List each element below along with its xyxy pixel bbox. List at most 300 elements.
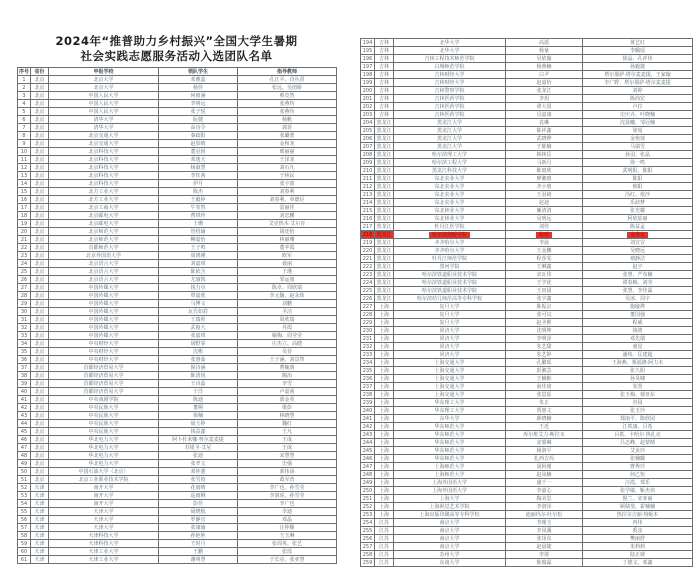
cell-advisor: 张光耀	[583, 207, 693, 215]
cell-advisor: 顾婧斐、霍楠楠	[583, 503, 693, 511]
cell-school: 黑龙江科技大学	[394, 167, 506, 175]
cell-province: 上海	[375, 311, 394, 319]
cell-number: 222	[361, 263, 375, 271]
cell-province: 天津	[31, 500, 49, 508]
cell-school: 北京科技大学	[49, 164, 159, 172]
cell-advisor: 董国强	[583, 311, 693, 319]
cell-number: 219	[361, 239, 375, 247]
cell-number: 213	[361, 191, 375, 199]
cell-number: 6	[18, 116, 31, 124]
cell-advisor: 沈晨曦、邹冠楠	[583, 119, 693, 127]
cell-leader-student: 谢明慧	[159, 556, 238, 564]
cell-advisor: 卢嘉茜	[238, 388, 337, 396]
cell-number: 5	[18, 108, 31, 116]
cell-number: 210	[361, 167, 375, 175]
cell-school: 华东师范大学	[394, 447, 506, 455]
cell-province: 黑龙江	[376, 175, 392, 182]
cell-leader-student: 杨润平	[506, 447, 583, 455]
cell-number: 228	[361, 311, 375, 319]
table-row	[361, 415, 693, 423]
cell-province: 北京	[31, 332, 49, 340]
cell-leader-student: 赵原晴	[159, 140, 238, 148]
cell-number: 225	[361, 287, 375, 295]
table-row	[18, 372, 337, 380]
table-row	[18, 188, 337, 196]
cell-number: 256	[361, 535, 375, 543]
cell-province: 黑龙江	[376, 207, 392, 214]
cell-advisor: 吴菲	[238, 348, 337, 356]
table-row	[18, 292, 337, 300]
cell-school: 清华大学	[49, 116, 159, 124]
cell-leader-student: 李晨	[506, 239, 583, 247]
cell-advisor: 张燕均	[238, 100, 337, 108]
cell-advisor: 阿依姑丽	[583, 215, 693, 223]
cell-number: 199	[361, 79, 375, 87]
cell-leader-student: 彭佳	[159, 500, 238, 508]
cell-leader-student: 覃嘉欣	[159, 292, 238, 300]
table-row	[18, 268, 337, 276]
cell-leader-student: 王楠彬	[506, 375, 583, 383]
cell-province: 上海	[375, 343, 394, 351]
cell-province: 上海	[375, 351, 394, 359]
cell-number: 56	[18, 516, 31, 524]
cell-province: 北京	[31, 180, 49, 188]
cell-province: 北京	[31, 460, 49, 468]
cell-province: 北京	[31, 108, 49, 116]
cell-number: 229	[361, 319, 375, 327]
cell-number: 224	[361, 279, 375, 287]
cell-province: 北京	[31, 308, 49, 316]
table-row	[361, 519, 693, 527]
cell-number: 254	[361, 519, 375, 527]
cell-school: 吉林工程技术师范学院	[394, 55, 506, 63]
table-row	[18, 380, 337, 388]
table-row	[361, 119, 693, 127]
cell-leader-student: 聂玉婷	[159, 420, 238, 428]
cell-province: 上海	[375, 375, 394, 383]
cell-province: 上海	[375, 391, 394, 399]
cell-province: 北京	[31, 428, 49, 436]
cell-leader-student: 张宇鑫	[506, 295, 583, 303]
cell-number: 38	[18, 372, 31, 380]
cell-leader-student: 瓦氏如眉	[159, 308, 238, 316]
cell-leader-student: 廉清清	[506, 207, 583, 215]
cell-leader-student: 杨淑慧	[159, 164, 238, 172]
cell-school: 天津工业大学	[49, 548, 159, 556]
cell-number: 248	[361, 471, 375, 479]
table-row	[18, 260, 337, 268]
cell-school: 北京大学	[49, 76, 159, 84]
table-row	[361, 247, 693, 255]
cell-advisor: 徐一鸣	[583, 159, 693, 167]
table-row	[361, 503, 693, 511]
cell-leader-student: 王珊	[159, 220, 238, 228]
cell-province: 黑龙江	[376, 183, 392, 190]
cell-leader-student: 王鹏	[159, 548, 238, 556]
cell-province: 北京	[31, 436, 49, 444]
cell-leader-student: 王瑞彤	[159, 316, 238, 324]
cell-leader-student: 赵圣熙	[506, 319, 583, 327]
cell-leader-student: 王田园	[506, 287, 583, 295]
cell-advisor: 樊丽舒	[583, 535, 693, 543]
cell-number: 246	[361, 455, 375, 463]
cell-province: 北京	[31, 100, 49, 108]
cell-school: 中央财经大学	[49, 340, 159, 348]
cell-leader-student: 张孝文	[159, 460, 238, 468]
cell-school: 黑龙江大学	[394, 127, 506, 135]
cell-school: 华东师范大学	[394, 431, 506, 439]
table-row	[18, 348, 337, 356]
table-row	[18, 524, 337, 532]
cell-school: 上海交通大学	[394, 391, 506, 399]
cell-province: 江苏	[375, 519, 394, 527]
cell-province: 江苏	[375, 527, 394, 535]
cell-school: 中国传媒大学	[49, 292, 159, 300]
cell-number: 201	[361, 95, 375, 103]
cell-number: 221	[361, 255, 375, 263]
cell-province: 天津	[31, 508, 49, 516]
cell-number: 226	[361, 295, 375, 303]
cell-province: 北京	[31, 364, 49, 372]
cell-advisor: 陆正琥	[583, 551, 693, 559]
cell-leader-student: 俞佳琦	[506, 383, 583, 391]
cell-school: 同济大学	[394, 327, 506, 335]
cell-advisor: 张慧、严布楠	[583, 271, 693, 279]
cell-school: 东北林业大学	[394, 215, 506, 223]
cell-advisor: 葛军营	[238, 476, 337, 484]
cell-school: 天津工业大学	[49, 556, 159, 564]
cell-province: 北京	[31, 276, 49, 284]
cell-number: 220	[361, 247, 375, 255]
table-row	[18, 220, 337, 228]
cell-province: 吉林	[375, 79, 394, 87]
cell-number: 203	[361, 111, 375, 119]
cell-school: 黑龙江大学	[394, 135, 506, 143]
cell-school: 北华大学	[394, 39, 506, 47]
table-row	[361, 367, 693, 375]
cell-province: 黑龙江	[376, 143, 392, 150]
cell-school: 北京师范大学	[49, 236, 159, 244]
cell-advisor: 邓晶	[238, 516, 337, 524]
table-row	[18, 420, 337, 428]
cell-school: 北京科技大学	[49, 156, 159, 164]
cell-leader-student: 谭大国	[506, 103, 583, 111]
cell-school: 复旦大学	[394, 311, 506, 319]
cell-number: 12	[18, 164, 31, 172]
cell-province: 上海	[375, 487, 394, 495]
cell-leader-student: 王羽绮	[506, 191, 583, 199]
cell-advisor: 艾克热木·艾尔肯	[238, 220, 337, 228]
cell-school: 首都经济贸易大学	[49, 388, 159, 396]
cell-advisor: 于长亮、张亚慧	[238, 556, 337, 564]
table-row	[361, 431, 693, 439]
cell-school: 南开大学	[49, 492, 159, 500]
table-row	[18, 484, 337, 492]
table-row	[361, 263, 693, 271]
table-row	[18, 340, 337, 348]
table-row	[18, 540, 337, 548]
cell-leader-student: 张雪姣	[159, 476, 238, 484]
table-row	[361, 39, 693, 47]
cell-leader-student: 于陈楠	[506, 143, 583, 151]
table-row	[18, 204, 337, 212]
table-row	[18, 180, 337, 188]
cell-leader-student: 倪诗涵	[159, 364, 238, 372]
table-row	[361, 407, 693, 415]
cell-leader-student: 吴明远	[506, 215, 583, 223]
cell-number: 238	[361, 391, 375, 399]
cell-leader-student: 赵凤楠	[506, 471, 583, 479]
cell-province: 北京	[31, 148, 49, 156]
cell-advisor: 董苹霞	[238, 244, 337, 252]
cell-leader-student: 秦政阳	[159, 132, 238, 140]
cell-advisor: 宋慧慧	[238, 452, 337, 460]
cell-advisor: 于林民	[238, 172, 337, 180]
cell-number: 57	[18, 524, 31, 532]
cell-province: 北京	[31, 300, 49, 308]
cell-leader-student: 齐小惠	[506, 183, 583, 191]
cell-school: 中国传媒大学	[49, 308, 159, 316]
cell-school: 上海大学	[394, 495, 506, 503]
cell-advisor: 刘婷	[583, 87, 693, 95]
cell-number: 245	[361, 447, 375, 455]
table-row	[361, 471, 693, 479]
cell-number: 194	[361, 39, 375, 47]
cell-number: 232	[361, 343, 375, 351]
table-row	[361, 319, 693, 327]
cell-leader-student: 赵晨捷	[506, 543, 583, 551]
cell-school: 北京外国语大学	[49, 252, 159, 260]
cell-leader-student: 苏银圣·艾尼	[159, 444, 238, 452]
cell-school: 天津大学	[49, 516, 159, 524]
cell-number: 42	[18, 404, 31, 412]
cell-leader-student: 李凤溪	[506, 527, 583, 535]
cell-province: 上海	[375, 447, 394, 455]
table-row	[361, 455, 693, 463]
cell-school: 首都经济贸易大学	[49, 372, 159, 380]
cell-number: 241	[361, 415, 375, 423]
table-row	[361, 87, 693, 95]
cell-province: 北京	[31, 356, 49, 364]
table-row	[18, 92, 337, 100]
cell-advisor: 孔江平、肖丛熹	[238, 76, 337, 84]
cell-leader-student: 张嘉琪	[159, 332, 238, 340]
cell-school: 中央财经大学	[49, 356, 159, 364]
cell-school: 中央民族大学	[49, 420, 159, 428]
cell-number: 32	[18, 324, 31, 332]
cell-leader-student: 高诗令	[159, 124, 238, 132]
cell-leader-student: 刘嘉琪	[159, 260, 238, 268]
cell-province: 上海	[375, 319, 394, 327]
cell-advisor: 庄杰立、高健	[238, 340, 337, 348]
cell-advisor: 金和龙	[238, 140, 337, 148]
table-row	[18, 396, 337, 404]
cell-advisor: 张玉梅、郁亚东	[583, 391, 693, 399]
cell-province: 北京	[31, 420, 49, 428]
cell-leader-student: 孙艳艳	[159, 532, 238, 540]
cell-advisor: 陶冶	[238, 372, 337, 380]
cell-leader-student: 韩林岳	[506, 151, 583, 159]
cell-leader-student: 张可以	[506, 311, 583, 319]
cell-leader-student: 王诗蕊	[159, 380, 238, 388]
cell-advisor	[583, 231, 693, 239]
cell-advisor: 卢拉	[583, 103, 693, 111]
cell-advisor: 王玉琳	[238, 532, 337, 540]
cell-advisor: 李广也、孙雪莹	[238, 484, 337, 492]
cell-school: 华北电力大学	[49, 452, 159, 460]
cell-province: 北京	[31, 476, 49, 484]
cell-leader-student: 刘佳	[506, 223, 583, 231]
cell-school: 吉林医药学院	[394, 95, 506, 103]
table-row	[361, 167, 693, 175]
cell-advisor: 赵宇	[583, 263, 693, 271]
cell-leader-student: 贾惠文	[506, 407, 583, 415]
table-row	[361, 351, 693, 359]
cell-leader-student: 张惠茹	[159, 356, 238, 364]
cell-province: 吉林	[375, 39, 394, 47]
table-row	[18, 356, 337, 364]
cell-province: 黑龙江	[376, 279, 392, 286]
cell-school: 华东理工大学	[394, 407, 506, 415]
cell-province: 北京	[31, 244, 49, 252]
cell-number: 21	[18, 236, 31, 244]
cell-advisor: 刘鹏	[238, 300, 337, 308]
cell-province: 天津	[31, 548, 49, 556]
table-row	[18, 516, 337, 524]
table-row	[18, 436, 337, 444]
cell-school: 上海交通大学	[394, 367, 506, 375]
cell-number: 49	[18, 460, 31, 468]
cell-number: 34	[18, 340, 31, 348]
cell-number: 61	[18, 556, 31, 564]
cell-advisor: 郑南平、陈欣园	[583, 415, 693, 423]
cell-province: 黑龙江	[376, 231, 392, 238]
cell-leader-student: 迪丽玛尔·吐尔松	[506, 511, 583, 519]
cell-advisor: 史强	[238, 460, 337, 468]
cell-leader-student: 邓怀蕙	[159, 468, 238, 476]
cell-number: 234	[361, 359, 375, 367]
cell-province: 北京	[31, 196, 49, 204]
cell-number: 19	[18, 220, 31, 228]
cell-school: 上海交通大学	[394, 383, 506, 391]
cell-school: 齐齐哈尔大学	[394, 247, 506, 255]
cell-province: 黑龙江	[376, 191, 392, 198]
cell-number: 259	[361, 559, 375, 567]
cell-number: 25	[18, 268, 31, 276]
cell-school: 中国传媒大学	[49, 284, 159, 292]
cell-advisor: 马瑞雪	[583, 143, 693, 151]
cell-school: 北方工业大学	[49, 188, 159, 196]
cell-school: 北京语言大学	[49, 276, 159, 284]
cell-school: 北京语言大学	[49, 268, 159, 276]
table-row	[18, 228, 337, 236]
cell-advisor: 吴冰、周宇	[583, 295, 693, 303]
cell-school: 天津科技大学	[49, 532, 159, 540]
cell-leader-student: 周鸿瑾	[159, 252, 238, 260]
cell-leader-student: 尤瑜凯	[159, 276, 238, 284]
cell-province: 北京	[31, 204, 49, 212]
table-header-row	[18, 68, 337, 76]
cell-leader-student: 张泽东	[506, 535, 583, 543]
cell-advisor: 再伟	[583, 519, 693, 527]
cell-province: 上海	[375, 431, 394, 439]
highlight-mark: 哈尔滨剑桥学院	[429, 232, 470, 238]
table-row	[361, 127, 693, 135]
cell-number: 207	[361, 143, 375, 151]
cell-number: 20	[18, 228, 31, 236]
cell-leader-student: 花雨晴	[159, 484, 238, 492]
table-row	[18, 244, 337, 252]
cell-school: 华东师范大学	[394, 439, 506, 447]
cell-advisor: 徐晶、孔祥伟	[583, 55, 693, 63]
cell-number: 212	[361, 183, 375, 191]
cell-advisor: 邓先瑞	[583, 335, 693, 343]
cell-advisor: 史庆卉、叶晓楠	[583, 111, 693, 119]
cell-advisor: 吕希、卡哈尔·热扎克	[583, 431, 693, 439]
cell-school: 清华大学	[49, 124, 159, 132]
cell-province: 北京	[31, 324, 49, 332]
cell-advisor: 何乙恒	[583, 471, 693, 479]
table-row	[361, 199, 693, 207]
cell-number: 197	[361, 63, 375, 71]
cell-advisor: 朱莉莉	[583, 543, 693, 551]
table-row	[361, 287, 693, 295]
cell-school: 哈尔滨幼儿师范高等专科学校	[394, 295, 506, 303]
table-row	[18, 468, 337, 476]
cell-advisor: 圣洁	[238, 308, 337, 316]
cell-province: 北京	[31, 156, 49, 164]
cell-leader-student: 陈雨欣	[506, 167, 583, 175]
cell-number: 231	[361, 335, 375, 343]
cell-number: 39	[18, 380, 31, 388]
cell-number: 236	[361, 375, 375, 383]
cell-leader-student: 高遥	[506, 39, 583, 47]
table-row	[361, 487, 693, 495]
cell-advisor: 冯红、依沙	[583, 191, 693, 199]
cell-province: 上海	[375, 399, 394, 407]
cell-province: 黑龙江	[376, 255, 392, 262]
table-row	[361, 479, 693, 487]
table-row	[361, 63, 693, 71]
cell-province: 吉林	[375, 95, 394, 103]
cell-school: 哈尔滨理工大学	[394, 151, 506, 159]
cell-number: 243	[361, 431, 375, 439]
cell-leader-student: 袁琳	[506, 119, 583, 127]
table-row	[18, 252, 337, 260]
cell-number: 24	[18, 260, 31, 268]
cell-number: 208	[361, 151, 375, 159]
table-row	[361, 215, 693, 223]
cell-leader-student: 杨燕楠	[506, 63, 583, 71]
cell-advisor: 塔尔那萨·塔尔麦麦提、王家璇	[583, 71, 693, 79]
document-title-line1: 2024年“推普助力乡村振兴”全国大学生暑期	[55, 34, 298, 48]
cell-school: 中国传媒大学	[49, 316, 159, 324]
table-row	[361, 343, 693, 351]
cell-advisor: 潘炜、匡建超	[583, 351, 693, 359]
cell-advisor: 童星	[583, 343, 693, 351]
cell-school: 华北电力大学	[49, 436, 159, 444]
cell-number: 230	[361, 327, 375, 335]
cell-leader-student: 盛千一	[506, 479, 583, 487]
cell-school: 上海外国语大学	[394, 479, 506, 487]
cell-number: 240	[361, 407, 375, 415]
cell-school: 中国石油大学（北京）	[49, 468, 159, 476]
table-row	[18, 452, 337, 460]
cell-advisor: 黄艺红	[583, 39, 693, 47]
cell-advisor: 陈益孟	[583, 223, 693, 231]
cell-province: 吉林	[375, 111, 394, 119]
cell-advisor: 谭春梅、刘莹	[583, 279, 693, 287]
